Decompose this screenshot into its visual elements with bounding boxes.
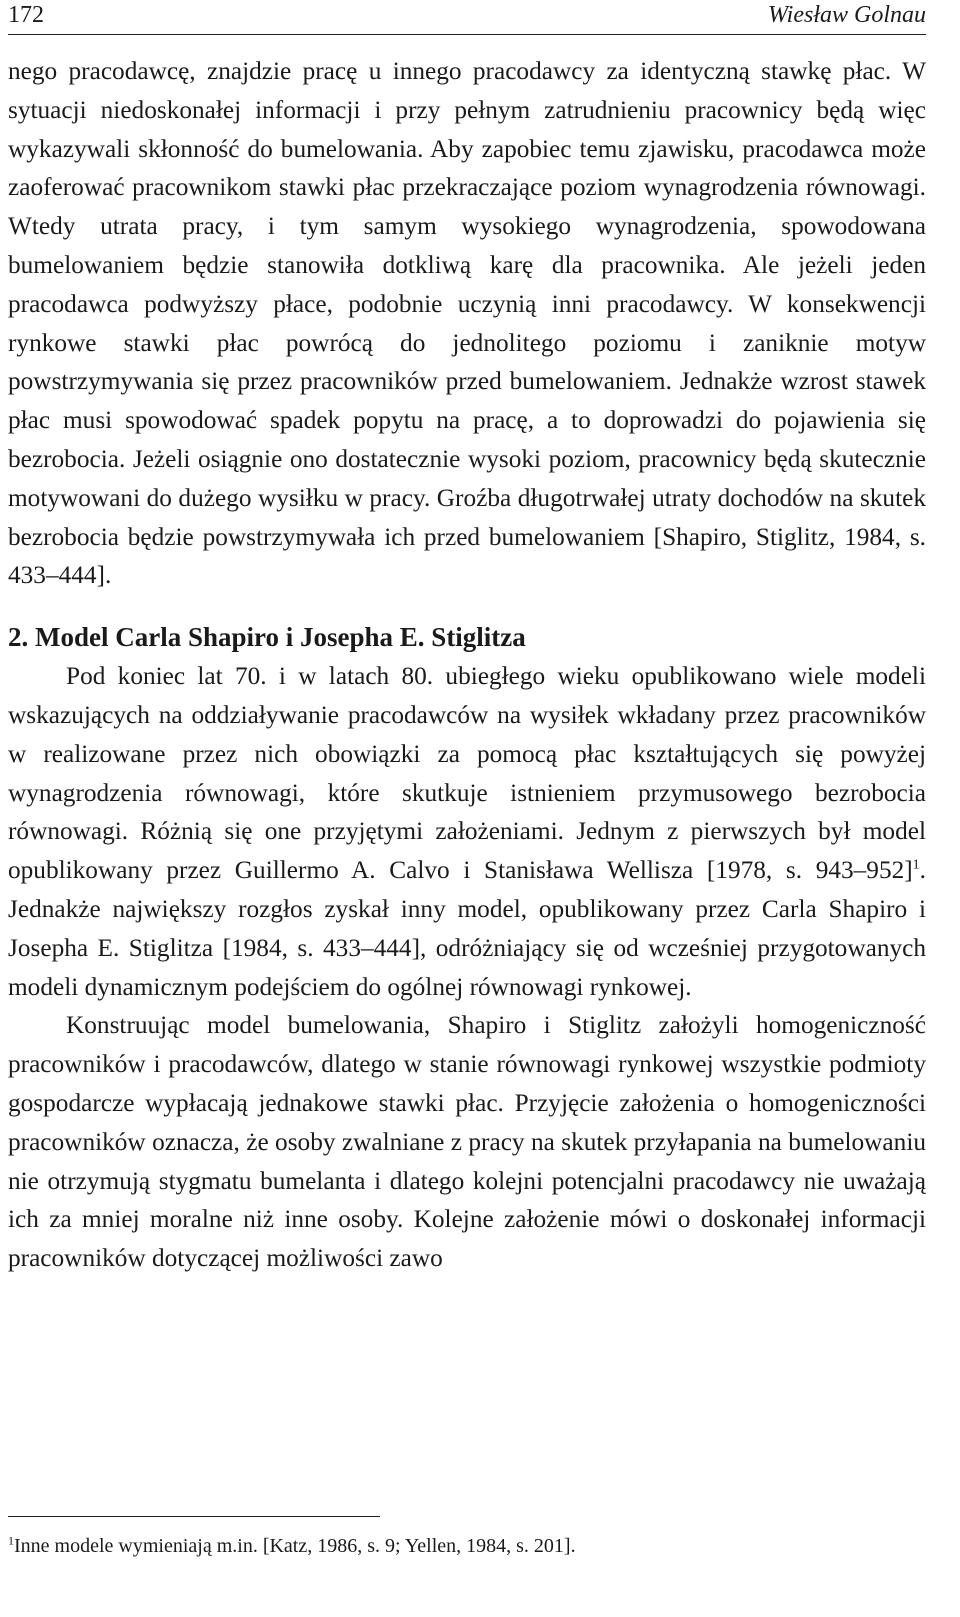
- paragraph-1: nego pracodawcę, znajdzie pracę u innego pracodawcy za identyczną stawkę płac. W sytuacji niedoskonałej informacji i przy pełnym zatrudnieniu pracownicy będą więc wykazywali skłonność do bumelowania. Aby zapobiec temu zjawisku, pracodawca może zaoferować pracownikom stawki płac przekraczające poziom wynagrodzenia równowagi. Wtedy utrata pracy, i tym samym wysokiego wynagrodzenia, spowodowana bumelowaniem będzie stanowiła dotkliwą karę dla pracownika. Ale jeżeli jeden pracodawca podwyższy płace, podobnie uczynią inni pracodawcy. W konsekwencji rynkowe stawki płac powrócą do jednolitego poziomu i zaniknie motyw powstrzymywania się przez pracowników przed bumelowaniem. Jednakże wzrost stawek płac musi spowodować spadek popytu na pracę, a to doprowadzi do pojawienia się bezrobocia. Jeżeli osiągnie ono dostatecznie wysoki poziom, pracownicy będą skutecznie motywowani do dużego wysiłku w pracy. Groźba długotrwałej utraty dochodów na skutek bezrobocia będzie powstrzymywała ich przed bumelowaniem [Shapiro, Stiglitz, 1984, s. 433–444].: [8, 57, 926, 590]
- paragraph-2: [8, 657, 926, 1006]
- paragraph-2-part-a: Pod koniec lat 70. i w latach 80. ubiegłego wieku opublikowano wiele modeli wskazujących na oddziaływanie pracodawców na wysiłek wkładany przez pracowników w realizowane przez nich obowiązki za pomocą płac kształtujących się powyżej wynagrodzenia równowagi, które skutkuje istnieniem przymusowego bezrobocia równowagi. Różnią się one przyjętymi założeniami. Jednym z pierwszych był model opublikowany przez Guillermo A. Calvo i Stanisława Wellisza [1978, s. 943–952]: [8, 662, 926, 885]
- body-text: [8, 52, 926, 1278]
- footnote-text: Inne modele wymieniają m.in. [Katz, 1986, s. 9; Yellen, 1984, s. 201].: [14, 1535, 576, 1557]
- running-head-author: Wiesław Golnau: [767, 2, 926, 28]
- footnote-marker: 1: [8, 1533, 14, 1548]
- page: [8, 0, 926, 1278]
- section-heading: 2. Model Carla Shapiro i Josepha E. Stiglitza: [8, 622, 526, 653]
- page-number: 172: [8, 2, 44, 28]
- footnote-separator: [8, 1516, 380, 1517]
- paragraph-3: Konstruując model bumelowania, Shapiro i Stiglitz założyli homogeniczność pracowników i pracodawców, dlatego w stanie równowagi rynkowej wszystkie podmioty gospodarcze wypłacają jednakowe stawki płac. Przyjęcie założenia o homogeniczności pracowników oznacza, że osoby zwalniane z pracy na skutek przyłapania na bumelowaniu nie otrzymują stygmatu bumelanta i dlatego kolejni potencjalni pracodawcy nie uważają ich za mniej moralne niż inne osoby. Kolejne założenie mówi o doskonałej informacji pracowników dotyczącej możliwości zawo: [8, 1011, 926, 1273]
- paragraph-2-part-b: . Jednakże największy rozgłos zyskał inny model, opublikowany przez Carla Shapiro i Josepha E. Stiglitza [1984, s. 433–444], odróżniający się od wcześniej przygotowanych modeli dynamicznym podejściem do ogólnej równowagi rynkowej.: [8, 856, 926, 1001]
- running-head: [8, 0, 926, 35]
- footnote-reference[interactable]: 1: [912, 857, 920, 873]
- footnote: [8, 1532, 926, 1560]
